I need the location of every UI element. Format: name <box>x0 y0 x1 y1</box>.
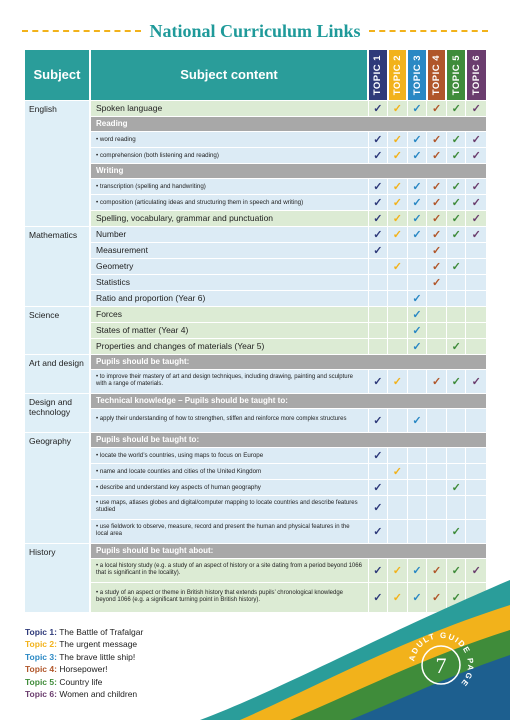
topic-5-tick: ✓ <box>446 194 466 210</box>
topic-5-tick: ✓ <box>446 558 466 582</box>
legend-name: Country life <box>59 676 103 687</box>
topic-6-tick <box>466 447 486 463</box>
topic-5-header <box>446 50 466 100</box>
topic-2-tick: ✓ <box>388 369 408 393</box>
topic-3-tick: ✓ <box>407 322 427 338</box>
topic-1-tick <box>368 258 388 274</box>
legend-label: Topic 1: <box>25 627 57 637</box>
topic-1-tick: ✓ <box>368 447 388 463</box>
topic-2-tick <box>388 519 408 543</box>
topic-2-tick <box>388 290 408 306</box>
topic-4-tick: ✓ <box>427 194 447 210</box>
topic-2-tick <box>388 306 408 322</box>
topic-5-tick: ✓ <box>446 147 466 163</box>
topic-3-tick <box>407 274 427 290</box>
topic-2-tick: ✓ <box>388 100 408 116</box>
subject-science: Science <box>25 306 90 354</box>
topic-1-tick: ✓ <box>368 178 388 194</box>
topic-6-tick <box>466 274 486 290</box>
subject-geography: Geography <box>25 432 90 543</box>
topic-6-tick <box>466 322 486 338</box>
topic-2-header <box>388 50 408 100</box>
topic-5-tick: ✓ <box>446 479 466 495</box>
content-uk-counties: • name and locate counties and cities of the United Kingdom <box>90 463 368 479</box>
topic-6-tick: ✓ <box>466 226 486 242</box>
legend-name: The urgent message <box>59 639 138 650</box>
topic-2-label: TOPIC 2 <box>391 54 403 95</box>
topic-3-tick <box>407 495 427 519</box>
topic-1-tick <box>368 306 388 322</box>
topic-3-label: TOPIC 3 <box>411 54 423 95</box>
topic-3-tick: ✓ <box>407 194 427 210</box>
topic-3-tick <box>407 479 427 495</box>
topic-6-tick <box>466 258 486 274</box>
topic-6-tick: ✓ <box>466 558 486 582</box>
topic-legend <box>25 626 143 700</box>
topic-1-label: TOPIC 1 <box>372 54 384 95</box>
topic-2-tick <box>388 447 408 463</box>
topic-5-tick <box>446 495 466 519</box>
topic-4-tick: ✓ <box>427 147 447 163</box>
subject-art-design: Art and design <box>25 354 90 393</box>
topic-2-tick: ✓ <box>388 582 408 612</box>
table-header-row <box>25 50 486 100</box>
subject-english: English <box>25 100 90 226</box>
topic-3-tick: ✓ <box>407 582 427 612</box>
legend-label: Topic 4: <box>25 664 57 675</box>
topic-3-tick: ✓ <box>407 100 427 116</box>
topic-5-label: TOPIC 5 <box>450 54 462 95</box>
content-geometry: Geometry <box>90 258 368 274</box>
section-header-geography: Pupils should be taught to: <box>90 432 486 447</box>
section-header-history: Pupils should be taught about: <box>90 543 486 558</box>
topic-1-tick <box>368 338 388 354</box>
topic-3-tick <box>407 369 427 393</box>
content-human-geography: • describe and understand key aspects of human geography <box>90 479 368 495</box>
topic-5-tick: ✓ <box>446 519 466 543</box>
topic-4-tick: ✓ <box>427 100 447 116</box>
title-divider-right <box>369 30 488 32</box>
content-spelling-grammar: Spelling, vocabulary, grammar and punctuation <box>90 210 368 226</box>
topic-1-tick: ✓ <box>368 408 388 432</box>
topic-3-tick: ✓ <box>407 338 427 354</box>
topic-2-tick <box>388 479 408 495</box>
title-divider-left <box>22 30 141 32</box>
topic-3-tick: ✓ <box>407 306 427 322</box>
topic-2-tick: ✓ <box>388 131 408 147</box>
legend-item <box>25 663 143 675</box>
topic-4-header <box>427 50 447 100</box>
content-fieldwork: • use fieldwork to observe, measure, record and present the human and physical features in the local area <box>90 519 368 543</box>
topic-1-tick: ✓ <box>368 495 388 519</box>
topic-4-tick: ✓ <box>427 242 447 258</box>
topic-2-tick: ✓ <box>388 226 408 242</box>
topic-5-tick: ✓ <box>446 338 466 354</box>
legend-name: Horsepower! <box>59 664 108 675</box>
topic-4-label: TOPIC 4 <box>431 54 443 95</box>
topic-6-tick <box>466 242 486 258</box>
topic-3-tick <box>407 258 427 274</box>
legend-name: The brave little ship! <box>59 651 136 662</box>
legend-item <box>25 638 143 650</box>
topic-1-tick <box>368 274 388 290</box>
topic-4-tick <box>427 322 447 338</box>
topic-6-tick: ✓ <box>466 178 486 194</box>
legend-item <box>25 676 143 688</box>
topic-6-tick: ✓ <box>466 100 486 116</box>
content-local-history: • a local history study (e.g. a study of an aspect of history or a site dating from a period beyond 1066 that is significant in the locality). <box>90 558 368 582</box>
badge-text: ADULT GUIDE PAGE <box>407 630 476 689</box>
topic-5-tick <box>446 322 466 338</box>
topic-2-tick <box>388 338 408 354</box>
topic-6-tick <box>466 479 486 495</box>
topic-5-tick: ✓ <box>446 210 466 226</box>
topic-3-tick: ✓ <box>407 131 427 147</box>
topic-3-tick <box>407 463 427 479</box>
topic-4-tick: ✓ <box>427 558 447 582</box>
subject-mathematics: Mathematics <box>25 226 90 306</box>
topic-6-tick: ✓ <box>466 210 486 226</box>
legend-label: Topic 6: <box>25 689 57 700</box>
subject-history: History <box>25 543 90 612</box>
topic-3-tick <box>407 447 427 463</box>
topic-1-tick <box>368 463 388 479</box>
topic-1-tick: ✓ <box>368 519 388 543</box>
topic-3-tick: ✓ <box>407 558 427 582</box>
topic-5-tick <box>446 408 466 432</box>
topic-2-tick: ✓ <box>388 147 408 163</box>
topic-6-header <box>466 50 486 100</box>
topic-5-tick: ✓ <box>446 178 466 194</box>
topic-6-tick: ✓ <box>466 194 486 210</box>
section-header-reading: Reading <box>90 116 486 131</box>
topic-2-tick: ✓ <box>388 178 408 194</box>
subject-header: Subject <box>25 50 90 100</box>
topic-2-tick <box>388 495 408 519</box>
section-header-art: Pupils should be taught: <box>90 354 486 369</box>
topic-1-tick: ✓ <box>368 100 388 116</box>
topic-2-tick: ✓ <box>388 258 408 274</box>
subject-content-header: Subject content <box>90 50 368 100</box>
topic-4-tick: ✓ <box>427 369 447 393</box>
topic-4-tick: ✓ <box>427 582 447 612</box>
topic-1-tick <box>368 322 388 338</box>
legend-name: Women and children <box>59 689 138 700</box>
curriculum-table <box>25 50 486 613</box>
topic-2-tick <box>388 274 408 290</box>
topic-6-tick: ✓ <box>466 147 486 163</box>
topic-4-tick: ✓ <box>427 274 447 290</box>
page-title-bar <box>22 18 488 44</box>
topic-6-tick <box>466 408 486 432</box>
topic-4-tick <box>427 495 447 519</box>
topic-4-tick <box>427 408 447 432</box>
legend-item <box>25 688 143 700</box>
topic-1-tick <box>368 290 388 306</box>
topic-1-header <box>368 50 388 100</box>
topic-1-tick: ✓ <box>368 210 388 226</box>
content-locate-countries: • locate the world’s countries, using maps to focus on Europe <box>90 447 368 463</box>
topic-3-header <box>407 50 427 100</box>
topic-3-tick: ✓ <box>407 226 427 242</box>
topic-6-tick <box>466 338 486 354</box>
topic-4-tick: ✓ <box>427 226 447 242</box>
topic-5-tick: ✓ <box>446 131 466 147</box>
legend-label: Topic 3: <box>25 651 57 662</box>
content-use-maps: • use maps, atlases globes and digital/computer mapping to locate countries and describe features studied <box>90 495 368 519</box>
page-title: National Curriculum Links <box>149 20 361 41</box>
topic-3-tick <box>407 242 427 258</box>
topic-2-tick <box>388 408 408 432</box>
content-art-techniques: • to improve their mastery of art and design techniques, including drawing, painting and sculpture with a range of materials. <box>90 369 368 393</box>
topic-5-tick: ✓ <box>446 582 466 612</box>
content-transcription: • transcription (spelling and handwriting) <box>90 178 368 194</box>
topic-6-tick <box>466 519 486 543</box>
topic-4-tick: ✓ <box>427 258 447 274</box>
topic-5-tick: ✓ <box>446 258 466 274</box>
topic-4-tick <box>427 338 447 354</box>
topic-5-tick <box>446 290 466 306</box>
topic-1-tick: ✓ <box>368 479 388 495</box>
topic-1-tick: ✓ <box>368 558 388 582</box>
topic-5-tick <box>446 447 466 463</box>
topic-5-tick <box>446 306 466 322</box>
content-spoken-language: Spoken language <box>90 100 368 116</box>
topic-4-tick: ✓ <box>427 178 447 194</box>
content-states-of-matter: States of matter (Year 4) <box>90 322 368 338</box>
section-header-writing: Writing <box>90 163 486 178</box>
content-measurement: Measurement <box>90 242 368 258</box>
topic-6-tick: ✓ <box>466 369 486 393</box>
topic-1-tick: ✓ <box>368 194 388 210</box>
content-word-reading: • word reading <box>90 131 368 147</box>
legend-item <box>25 626 143 638</box>
topic-5-tick <box>446 242 466 258</box>
page-badge <box>406 630 476 700</box>
badge-page-number: 7 <box>435 653 447 678</box>
content-comprehension: • comprehension (both listening and reading) <box>90 147 368 163</box>
topic-2-tick <box>388 322 408 338</box>
legend-item <box>25 651 143 663</box>
topic-1-tick: ✓ <box>368 369 388 393</box>
content-materials: Properties and changes of materials (Year 5) <box>90 338 368 354</box>
topic-2-tick: ✓ <box>388 558 408 582</box>
topic-5-tick <box>446 274 466 290</box>
legend-label: Topic 2: <box>25 639 57 650</box>
topic-3-tick: ✓ <box>407 210 427 226</box>
section-header-dt: Technical knowledge – Pupils should be taught to: <box>90 393 486 408</box>
topic-1-tick: ✓ <box>368 147 388 163</box>
content-number: Number <box>90 226 368 242</box>
content-statistics: Statistics <box>90 274 368 290</box>
topic-1-tick: ✓ <box>368 582 388 612</box>
topic-2-tick <box>388 242 408 258</box>
topic-4-tick <box>427 290 447 306</box>
topic-5-tick <box>446 463 466 479</box>
topic-2-tick: ✓ <box>388 194 408 210</box>
content-forces: Forces <box>90 306 368 322</box>
content-composition: • composition (articulating ideas and structuring them in speech and writing) <box>90 194 368 210</box>
topic-4-tick <box>427 479 447 495</box>
topic-4-tick <box>427 306 447 322</box>
topic-3-tick <box>407 519 427 543</box>
topic-6-tick <box>466 306 486 322</box>
topic-5-tick: ✓ <box>446 369 466 393</box>
topic-4-tick <box>427 447 447 463</box>
content-ratio-proportion: Ratio and proportion (Year 6) <box>90 290 368 306</box>
content-dt-structures: • apply their understanding of how to strengthen, stiffen and reinforce more complex structures <box>90 408 368 432</box>
topic-1-tick: ✓ <box>368 131 388 147</box>
topic-6-tick <box>466 290 486 306</box>
topic-1-tick: ✓ <box>368 226 388 242</box>
topic-5-tick: ✓ <box>446 100 466 116</box>
topic-3-tick: ✓ <box>407 178 427 194</box>
topic-2-tick: ✓ <box>388 210 408 226</box>
topic-4-tick: ✓ <box>427 131 447 147</box>
legend-name: The Battle of Trafalgar <box>59 627 144 637</box>
topic-5-tick: ✓ <box>446 226 466 242</box>
topic-3-tick: ✓ <box>407 408 427 432</box>
topic-6-label: TOPIC 6 <box>470 54 482 95</box>
content-british-history: • a study of an aspect or theme in British history that extends pupils’ chronological knowledge beyond 1066 (e.g. a significant turning point in British history). <box>90 582 368 612</box>
topic-1-tick: ✓ <box>368 242 388 258</box>
topic-4-tick <box>427 463 447 479</box>
topic-6-tick <box>466 495 486 519</box>
subject-design-technology: Design and technology <box>25 393 90 432</box>
topic-3-tick: ✓ <box>407 290 427 306</box>
topic-3-tick: ✓ <box>407 147 427 163</box>
topic-4-tick <box>427 519 447 543</box>
topic-2-tick: ✓ <box>388 463 408 479</box>
topic-6-tick <box>466 463 486 479</box>
legend-label: Topic 5: <box>25 676 57 687</box>
topic-4-tick: ✓ <box>427 210 447 226</box>
topic-6-tick: ✓ <box>466 131 486 147</box>
